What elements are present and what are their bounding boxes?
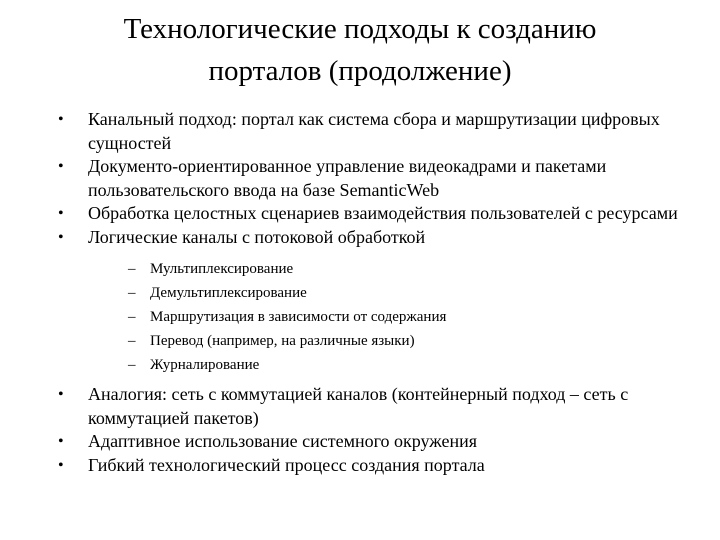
slide-title-line-2: порталов (продолжение): [208, 55, 512, 87]
slide-title: [60, 8, 660, 92]
bullet-marker: •: [58, 433, 64, 450]
bullet-item: [58, 454, 708, 478]
dash-marker: –: [128, 333, 136, 349]
bullet-text: Документо-ориентированное управление видеокадрами и пакетами пользовательского ввода на базе SemanticWeb: [88, 156, 607, 200]
slide-title-line-1: Технологические подходы к созданию: [123, 13, 597, 45]
dash-marker: –: [128, 357, 136, 373]
bullet-marker: •: [58, 205, 64, 222]
bullet-list: [58, 108, 708, 477]
sub-bullet-item: [88, 281, 708, 305]
bullet-item: [58, 108, 708, 155]
bullet-marker: •: [58, 456, 64, 474]
bullet-text: Адаптивное использование системного окружения: [88, 431, 478, 451]
bullet-text: Гибкий технологический процесс создания портала: [88, 454, 485, 475]
sub-bullet-item: [88, 257, 708, 281]
sub-bullet-list: [88, 257, 708, 377]
sub-bullet-text: Перевод (например, на различные языки): [150, 333, 415, 349]
sub-bullet-text: Журналирование: [150, 357, 260, 373]
bullet-item: [58, 202, 708, 226]
bullet-item: [58, 155, 708, 202]
dash-marker: –: [128, 285, 136, 301]
bullet-text: Аналогия: сеть с коммутацией каналов (контейнерный подход – сеть с коммутацией пакетов): [88, 384, 629, 428]
dash-marker: –: [128, 309, 136, 325]
sub-bullet-text: Демультиплексирование: [150, 285, 307, 301]
bullet-item: [58, 430, 708, 454]
slide-content: [58, 108, 708, 477]
sub-bullet-text: Маршрутизация в зависимости от содержания: [150, 309, 447, 325]
bullet-text: Обработка целостных сценариев взаимодействия пользователей с ресурсами: [88, 203, 678, 223]
bullet-marker: •: [58, 228, 64, 246]
bullet-text: Канальный подход: портал как система сбора и маршрутизации цифровых сущностей: [88, 109, 660, 153]
bullet-item: [58, 383, 708, 430]
sub-bullet-item: [88, 305, 708, 329]
sub-bullet-text: Мультиплексирование: [150, 261, 294, 277]
bullet-text: Логические каналы с потоковой обработкой: [88, 226, 426, 247]
dash-marker: –: [128, 261, 136, 277]
bullet-marker: •: [58, 386, 64, 403]
bullet-marker: •: [58, 158, 64, 175]
sub-bullet-item: [88, 353, 708, 377]
sub-bullet-item: [88, 329, 708, 353]
bullet-item: [58, 226, 708, 378]
bullet-marker: •: [58, 111, 64, 128]
